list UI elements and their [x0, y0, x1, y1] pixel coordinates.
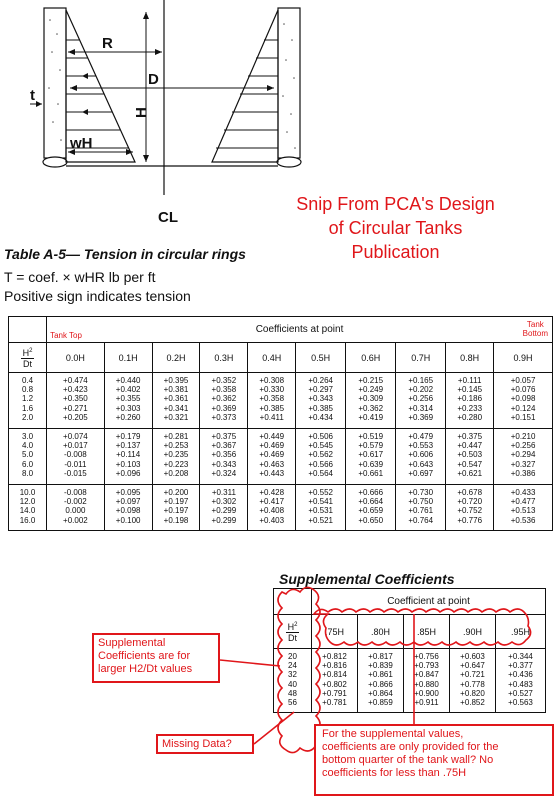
value-cell: +0.095 +0.097 +0.098 +0.100 [104, 485, 152, 531]
value-cell: +0.111 +0.145 +0.186 +0.233 +0.280 [446, 373, 494, 429]
supplemental-value-cell: +0.603 +0.647 +0.721 +0.778 +0.820 +0.852 [450, 649, 496, 713]
value-cell: +0.215 +0.249 +0.309 +0.362 +0.419 [346, 373, 396, 429]
value-cell: +0.440 +0.402 +0.355 +0.303 +0.260 [104, 373, 152, 429]
value-cell: +0.200 +0.197 +0.197 +0.198 [152, 485, 200, 531]
value-cell: +0.474 +0.423 +0.350 +0.271 +0.205 [47, 373, 105, 429]
coefficients-header-label: Coefficients at point [255, 324, 344, 335]
label-centerline: CL [158, 209, 178, 226]
value-cell: +0.179 +0.137 +0.114 +0.103 +0.096 [104, 429, 152, 485]
supplemental-ratio-header: $\frac{H^2}{Dt}$ [274, 615, 312, 649]
supplemental-callout-connector [220, 660, 280, 666]
label-r: R [102, 35, 113, 52]
supplemental-coefficients-table [273, 588, 546, 713]
ratio-cell: 10.0 12.0 14.0 16.0 [9, 485, 47, 531]
table-a5-sign-note: Positive sign indicates tension [4, 288, 191, 304]
value-cell: +0.730 +0.750 +0.761 +0.764 [396, 485, 446, 531]
value-cell: +0.449 +0.469 +0.469 +0.463 +0.443 [248, 429, 296, 485]
value-cell: +0.666 +0.664 +0.659 +0.650 [346, 485, 396, 531]
table-a5-title: Table A-5— Tension in circular rings [4, 246, 246, 262]
missing-data-callout: Missing Data? [156, 734, 254, 754]
right-wall [278, 8, 300, 158]
tank-bottom-label: Tank Bottom [522, 320, 548, 338]
supplemental-ratio-cell: 20 24 32 40 48 56 [274, 649, 312, 713]
supplemental-column-header: .95H [496, 615, 546, 649]
supplemental-column-header: .80H [358, 615, 404, 649]
table-a5-formula: T = coef. × wHR lb per ft [4, 269, 156, 285]
supplemental-value-cell: +0.812 +0.816 +0.814 +0.802 +0.791 +0.781 [312, 649, 358, 713]
value-cell: +0.428 +0.417 +0.408 +0.403 [248, 485, 296, 531]
label-d: D [148, 71, 159, 88]
supplemental-title: Supplemental Coefficients [279, 571, 455, 587]
missing-data-connector [254, 712, 294, 744]
table-row-group [9, 373, 553, 429]
value-cell: +0.281 +0.253 +0.235 +0.223 +0.208 [152, 429, 200, 485]
label-wh: wH [70, 135, 93, 152]
tank-top-label: Tank Top [50, 331, 82, 340]
column-header: 0.5H [296, 343, 346, 373]
column-header: 0.1H [104, 343, 152, 373]
column-header: 0.9H [494, 343, 553, 373]
snip-line-2: of Circular Tanks [328, 218, 463, 238]
value-cell: -0.008 -0.002 0.000 +0.002 [47, 485, 105, 531]
supplemental-callout: Supplemental Coefficients are for larger H2/Dt values [92, 633, 220, 683]
supplemental-column-header: .90H [450, 615, 496, 649]
ratio-cell: 3.0 4.0 5.0 6.0 8.0 [9, 429, 47, 485]
supplemental-value-cell: +0.817 +0.839 +0.861 +0.866 +0.864 +0.859 [358, 649, 404, 713]
value-cell: +0.210 +0.256 +0.294 +0.327 +0.386 [494, 429, 553, 485]
value-cell: +0.375 +0.447 +0.503 +0.547 +0.621 [446, 429, 494, 485]
value-cell: +0.311 +0.302 +0.299 +0.299 [200, 485, 248, 531]
snip-line-1: Snip From PCA's Design [296, 194, 495, 214]
column-header: 0.6H [346, 343, 396, 373]
supplemental-column-header: .85H [404, 615, 450, 649]
snip-line-3: Publication [351, 242, 440, 262]
value-cell: +0.519 +0.579 +0.617 +0.639 +0.661 [346, 429, 396, 485]
value-cell: +0.352 +0.358 +0.362 +0.369 +0.373 [200, 373, 248, 429]
wall-hatching [48, 19, 296, 149]
value-cell: +0.433 +0.477 +0.513 +0.536 [494, 485, 553, 531]
ratio-cell: 0.4 0.8 1.2 1.6 2.0 [9, 373, 47, 429]
table-row-group [9, 429, 553, 485]
tension-coefficients-table [8, 316, 553, 531]
supplemental-row-group [274, 649, 546, 713]
value-cell: +0.506 +0.545 +0.562 +0.566 +0.564 [296, 429, 346, 485]
supplemental-header: Coefficient at point [312, 589, 546, 615]
supplemental-column-header: .75H [312, 615, 358, 649]
quarter-coverage-callout: For the supplemental values, coefficients are only provided for the bottom quarter of the tank wall? No coefficients for less than .75H [314, 724, 554, 796]
label-t: t [30, 87, 35, 104]
left-wall [44, 8, 66, 158]
coefficients-header [47, 317, 553, 343]
ratio-header: $\frac{H^2}{Dt}$ [9, 343, 47, 373]
supplemental-value-cell: +0.344 +0.377 +0.436 +0.483 +0.527 +0.563 [496, 649, 546, 713]
value-cell: +0.165 +0.202 +0.256 +0.314 +0.369 [396, 373, 446, 429]
label-h: H [133, 107, 150, 118]
table-row-group [9, 485, 553, 531]
value-cell: +0.264 +0.297 +0.343 +0.385 +0.434 [296, 373, 346, 429]
supplemental-value-cell: +0.756 +0.793 +0.847 +0.880 +0.900 +0.911 [404, 649, 450, 713]
column-header: 0.3H [200, 343, 248, 373]
column-header: 0.4H [248, 343, 296, 373]
snip-source-note [268, 192, 523, 264]
value-cell: +0.479 +0.553 +0.606 +0.643 +0.697 [396, 429, 446, 485]
value-cell: +0.074 +0.017 -0.008 -0.011 -0.015 [47, 429, 105, 485]
value-cell: +0.057 +0.076 +0.098 +0.124 +0.151 [494, 373, 553, 429]
column-header: 0.2H [152, 343, 200, 373]
column-header: 0.7H [396, 343, 446, 373]
value-cell: +0.678 +0.720 +0.752 +0.776 [446, 485, 494, 531]
value-cell: +0.308 +0.330 +0.358 +0.385 +0.411 [248, 373, 296, 429]
column-header: 0.0H [47, 343, 105, 373]
value-cell: +0.552 +0.541 +0.531 +0.521 [296, 485, 346, 531]
value-cell: +0.375 +0.367 +0.356 +0.343 +0.324 [200, 429, 248, 485]
column-header: 0.8H [446, 343, 494, 373]
value-cell: +0.395 +0.381 +0.361 +0.341 +0.321 [152, 373, 200, 429]
